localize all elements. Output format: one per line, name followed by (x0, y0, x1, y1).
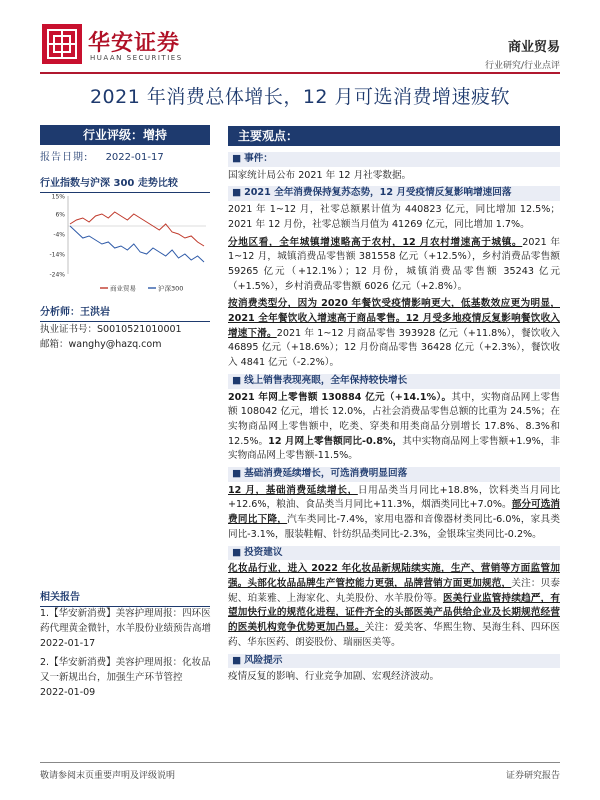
paragraph-overall-type: 按消费类型分，因为 2020 年餐饮受疫情影响更大，低基数效应更为明显，2021 全年餐饮收入增速高于商品零售。12 月受多地疫情反复影响餐饮收入增速下滑。2021 年 1~12 月商品零售 393928 亿元（+11.8%），餐饮收入 46895 亿元（+18.6%）；12 月份商品零售 36428 亿元（+2.3%），餐饮收入 4841 亿元（-2.2%）。 (228, 298, 561, 369)
report-type: 行业研究/行业点评 (484, 61, 560, 71)
bullet-icon: ■ (232, 468, 242, 480)
paragraph-overall-region: 分地区看，全年城镇增速略高于农村，12 月农村增速高于城镇。2021 年 1~12 月，城镇消费品零售额 381558 亿元（+12.5%），乡村消费品零售额 59265 亿元（+12.1%）；12 月份，城镇消费品零售额 35243 亿元（+1.5%），乡村消费品零售额 6026 亿元（+2.8%）。 (228, 236, 560, 292)
chart-y-tick-label: -4% (53, 231, 65, 239)
chart-series-line (70, 226, 204, 262)
report-date-row (40, 148, 210, 163)
main-content (228, 150, 560, 688)
paragraph-event: 国家统计局公布 2021 年 12 月社零数据。 (228, 169, 412, 181)
bullet-icon: ■ (232, 187, 242, 199)
chart-y-tick-label: -14% (49, 251, 65, 259)
industry-category: 商业贸易 (507, 40, 560, 55)
footer-disclaimer: 敬请参阅末页重要声明及评级说明 (40, 771, 176, 781)
analyst-name: 分析师：王洪岩 (40, 303, 210, 322)
report-date-value: 2022-01-17 (105, 152, 164, 163)
chart-y-tick-label: -24% (49, 271, 65, 279)
paragraph-basic: 12 月，基础消费延续增长，日用品类当月同比+18.8%，饮料类当月同比+12.6%，粮油、食品类当月同比+11.3%，烟酒类同比+7.0%。部分可选消费同比下降，汽车类同比-7.4%，家用电器和音像器材类同比-6.0%，家具类同比-3.1%，服装鞋帽、针纺织品类同比-2.3%，金银珠宝类同比-0.2%。 (228, 484, 561, 540)
report-date-label: 报告日期: (40, 152, 89, 163)
section-heading-online: ■ 线上销售表现亮眼，全年保持较快增长 (228, 374, 560, 389)
related-report-item[interactable]: 2.【华安新消费】美容护理周报：化妆品又一新规出台，加强生产环节管控 2022-01-09 (40, 657, 211, 698)
chart-y-tick-label: 6% (55, 211, 65, 219)
section-heading-overall: ■ 2021 全年消费保持复苏态势，12 月受疫情反复影响增速回落 (228, 186, 560, 201)
paragraph-online: 2021 年网上零售额 130884 亿元（+14.1%）。其中，实物商品网上零售额 108042 亿元，增长 12.0%，占社会消费品零售总额的比重为 24.5%；在实物商品网上零售额中，吃类、穿类和用类商品分别增长 17.8%、8.3%和 12.5%。12 月网上零售额同比-0.8%，其中实物商品网上零售额+1.9%，非实物商品网上零售额-11.5%。 (228, 391, 561, 462)
industry-rating: 行业评级：增持 (40, 125, 210, 145)
chart-series-line (70, 212, 204, 246)
related-reports-title: 相关报告 (40, 588, 210, 607)
chart-section-title: 行业指数与沪深 300 走势比较 (40, 174, 210, 193)
analyst-license: 执业证书号：S0010521010001 (40, 324, 182, 335)
paragraph-overall-total: 2021 年 1~12 月，社零总额累计值为 440823 亿元，同比增加 12.5%；2021 年 12 月份，社零总额当月值为 41269 亿元，同比增加 1.7%。 (228, 204, 560, 230)
paragraph-risk: 疫情反复的影响、行业竞争加剧、宏观经济波动。 (228, 671, 440, 683)
legend-label: 沪深300 (158, 284, 184, 293)
section-heading-advice: ■ 投资建议 (228, 546, 560, 561)
chart-svg (40, 192, 210, 297)
footer-label: 证券研究报告 (505, 771, 560, 781)
main-points-header: 主要观点： (228, 126, 560, 146)
bullet-icon: ■ (232, 374, 242, 386)
header-divider (40, 72, 560, 74)
section-heading-risk: ■ 风险提示 (228, 654, 560, 669)
logo-name-cn: 华安证券 (88, 30, 181, 56)
bullet-icon: ■ (232, 654, 242, 666)
company-logo (42, 24, 82, 64)
bullet-icon: ■ (232, 153, 242, 164)
related-reports-list (40, 606, 212, 704)
section-heading-event: ■ 事件： (228, 152, 560, 167)
analyst-email[interactable]: 邮箱：wanghy@hazq.com (40, 339, 162, 350)
page-title: 2021 年消费总体增长，12 月可选消费增速疲软 (89, 86, 511, 108)
paragraph-advice: 化妆品行业，进入 2022 年化妆品新规陆续实施，生产、营销等方面监管加强。头部化妆品品牌生产管控能力更强，品牌营销方面更加规范，关注：贝泰妮、珀莱雅、上海家化、丸美股份、水羊股份等。医美行业监管持续趋严，有望加快行业的规范化进程，证件齐全的头部医美产品供给企业及长期规范经营的医美机构竞争优势更加凸显。关注：爱美客、华熙生物、昊海生科、四环医药、华东医药、朗姿股份、瑞丽医美等。 (228, 563, 561, 648)
index-comparison-chart (40, 192, 210, 301)
logo-name-en: HUAAN SECURITIES (90, 54, 183, 62)
footer-divider (40, 762, 560, 763)
legend-label: 商业贸易 (110, 284, 136, 293)
bullet-icon: ■ (232, 546, 242, 558)
chart-y-tick-label: 15% (51, 193, 65, 201)
section-heading-basic: ■ 基础消费延续增长，可选消费明显回落 (228, 467, 560, 482)
related-report-item[interactable]: 1.【华安新消费】美容护理周报：四环医药代理黄金微针，水羊股份业绩预告高增 2022-01-17 (40, 608, 212, 649)
